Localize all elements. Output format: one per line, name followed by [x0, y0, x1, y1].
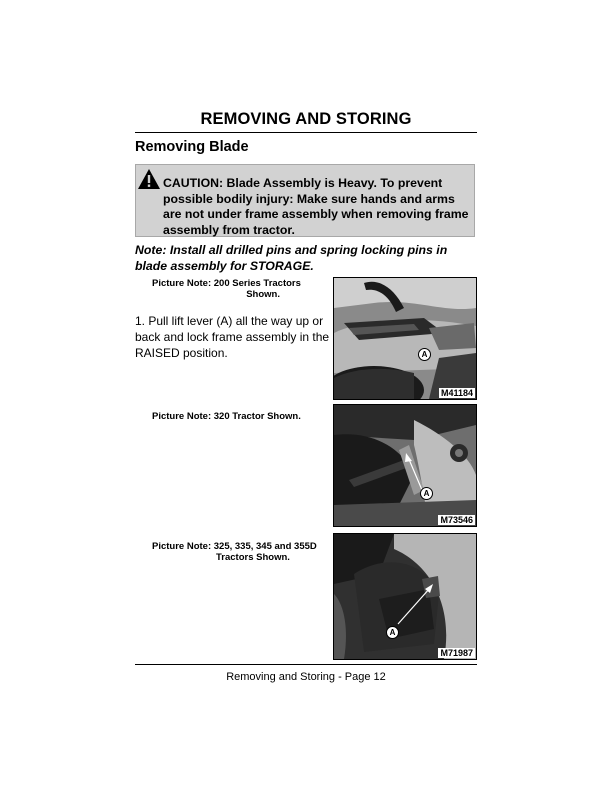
picture-note-3: Picture Note: 325, 335, 345 and 355D [152, 541, 317, 552]
footer-rule [135, 664, 477, 665]
figure-id: M71987 [440, 648, 473, 658]
footer-page-label: Removing and Storing - Page 12 [226, 671, 386, 683]
caution-text: CAUTION: Blade Assembly is Heavy. To prevent possible bodily injury: Make sure hands and arms are not under frame assembly when removing frame assembly from tractor. [163, 176, 469, 237]
figure-id: M41184 [440, 388, 473, 398]
arrow-indicator [334, 534, 476, 659]
callout-a: A [386, 626, 399, 639]
note-text: Note: Install all drilled pins and spring locking pins in blade assembly for STORAGE. [135, 243, 448, 273]
callout-a: A [418, 348, 431, 361]
arrow-indicator [334, 405, 476, 526]
page-title: REMOVING AND STORING [200, 110, 412, 128]
step-1-text: 1. Pull lift lever (A) all the way up or back and lock frame assembly in the RAISED position. [135, 314, 330, 360]
photo-lift-lever-200-series [333, 277, 477, 400]
callout-a: A [420, 487, 433, 500]
figure-id: M73546 [440, 515, 473, 525]
picture-note-3-continued: Tractors Shown. [216, 552, 290, 563]
photo-lift-lever-320 [333, 404, 477, 527]
photo-lift-lever-325-355d [333, 533, 477, 660]
picture-note-2: Picture Note: 320 Tractor Shown. [152, 411, 301, 422]
picture-note-1: Picture Note: 200 Series Tractors [152, 278, 301, 289]
warning-triangle-icon [137, 168, 161, 190]
title-rule [135, 132, 477, 133]
section-heading: Removing Blade [135, 139, 249, 155]
picture-note-1-continued: Shown. [246, 289, 280, 300]
